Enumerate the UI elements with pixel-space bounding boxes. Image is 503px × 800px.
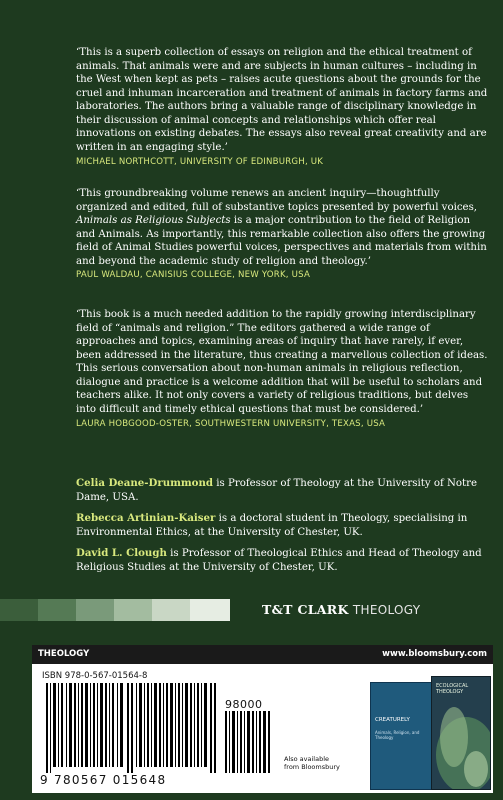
editor-bios (76, 477, 488, 582)
editor-bio (76, 512, 488, 539)
related-book-title: ECOLOGICAL THEOLOGY (436, 683, 469, 695)
editor-bio (76, 547, 488, 574)
also-available-line: from Bloomsbury (284, 763, 340, 772)
imprint-brand: T&T CLARK (262, 602, 349, 617)
category-label: THEOLOGY (38, 649, 90, 659)
quote-attribution: PAUL WALDAU, CANISIUS COLLEGE, NEW YORK, USA (76, 270, 311, 281)
endorsement-quote (76, 187, 488, 282)
panel-header (32, 645, 493, 664)
quote-text (76, 187, 488, 268)
quote-attribution: LAURA HOBGOOD-OSTER, SOUTHWESTERN UNIVERSITY, TEXAS, USA (76, 418, 386, 429)
color-swatch (0, 599, 38, 621)
editor-description: is a doctoral student in Theology, specialising in Environmental Ethics, at the University of Chester, UK. (76, 513, 468, 538)
color-swatch (152, 599, 190, 621)
also-available-line: Also available (284, 755, 330, 763)
book-title-italic: Animals as Religious Subjects (76, 215, 231, 227)
color-band (0, 599, 503, 621)
price-code: 98000 (225, 698, 263, 711)
isbn-text: ISBN 978-0-567-01564-8 (42, 671, 148, 681)
related-book-subtitle: Animals, Religion, and Theology (375, 730, 420, 740)
ean-barcode (42, 683, 222, 773)
quote-attribution: MICHAEL NORTHCOTT, UNIVERSITY OF EDINBURGH, UK (76, 156, 324, 167)
endorsement-quote (76, 308, 488, 430)
editor-description: is Professor of Theology at the University of Notre Dame, USA. (76, 478, 478, 503)
quote-text-start: ‘This groundbreaking volume renews an ancient inquiry—thoughtfully organized and edited, full of substantive topics presented by powerful voices, (76, 188, 478, 213)
color-swatch (114, 599, 152, 621)
color-swatch (76, 599, 114, 621)
related-book-cover (370, 682, 434, 790)
editor-name: Celia Deane-Drummond (76, 477, 214, 489)
imprint-series: THEOLOGY (352, 603, 421, 617)
barcode-panel (32, 645, 493, 793)
endorsement-quote (76, 46, 488, 168)
quote-text: ‘This book is a much needed addition to the rapidly growing interdisciplinary field of “animals and religion.” The editors gathered a wide range of approaches and topics, examining areas of inquiry that have rarely, if ever, been addressed in the literature, thus creating a marvellous collection of ideas. This serious conversation about non-human animals in religious reflection, dialogue and practice is a welcome addition that will be useful to scholars and teachers alike. It not only covers a variety of religious traditions, but delves into difficult and timely ethical questions that must be considered.’ (76, 309, 488, 415)
related-book-cover (431, 676, 491, 790)
color-swatch (190, 599, 230, 621)
quote-text: ‘This is a superb collection of essays on religion and the ethical treatment of animals. That animals were and are subjects in human cultures – including in the West when kept as pets – raises acute questions about the grounds for the cruel and inhuman incarceration and treatment of animals in factory farms and laboratories. The authors bring a valuable range of disciplinary knowledge in their discussion of animal concepts and relationships which offer real innovations on existing debates. The essays also reveal great creativity and are written in an engaging style.’ (76, 47, 488, 153)
color-swatch (38, 599, 76, 621)
editor-bio (76, 477, 488, 504)
price-barcode (224, 711, 272, 773)
quote-text-end: is a major contribution to the field of Religion and Animals. As importantly, this remarkable collection also offers the growing field of Animal Studies powerful voices, perspectives and materials from within and beyond the academic study of religion and theology.’ (76, 215, 487, 267)
ean-digits: 9 780567 015648 (40, 773, 167, 787)
editor-description: is Professor of Theological Ethics and Head of Theology and Religious Studies at the University of Chester, UK. (76, 548, 482, 573)
also-available-note (284, 755, 348, 771)
publisher-website: www.bloomsbury.com (382, 649, 487, 659)
editor-name: Rebecca Artinian-Kaiser (76, 512, 216, 525)
related-book-title: CREATURELY (375, 717, 410, 723)
publisher-imprint (262, 599, 420, 621)
editor-name: David L. Clough (76, 547, 167, 560)
